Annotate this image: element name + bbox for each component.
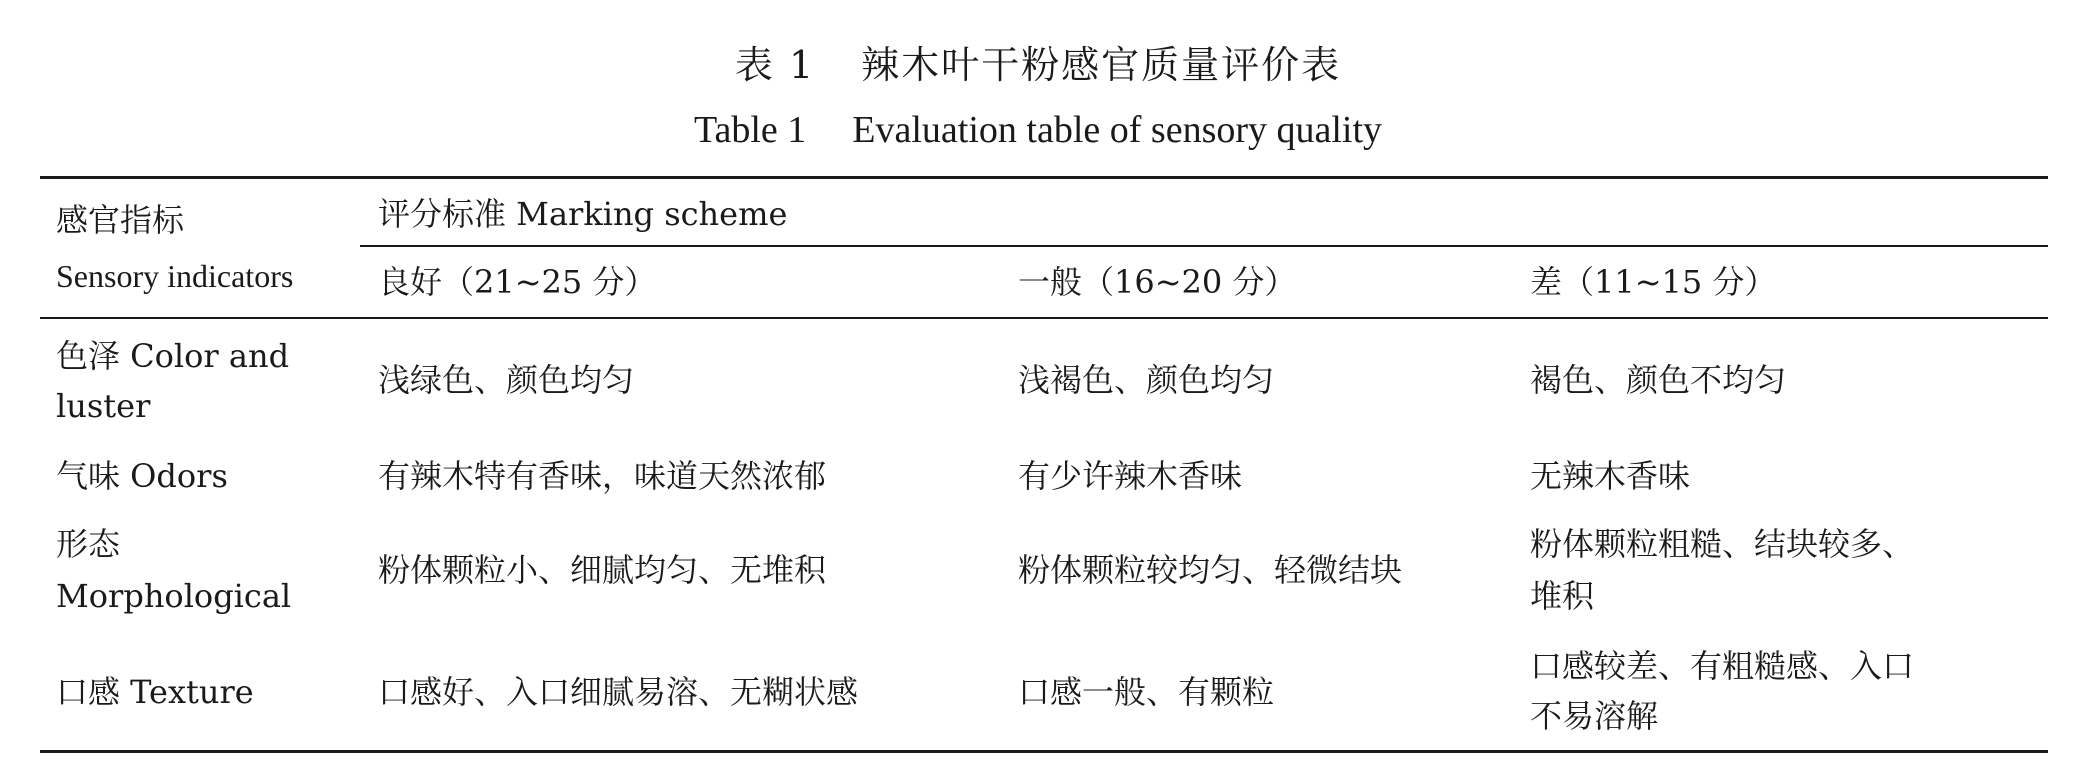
- table-title-en: Evaluation table of sensory quality: [852, 109, 1383, 151]
- row-morph-poor-line1: 粉体颗粒粗糙、结块较多、: [1530, 525, 1915, 563]
- row-color-good: 浅绿色、颜色均匀: [378, 361, 635, 399]
- row-color-poor: 褐色、颜色不均匀: [1530, 361, 1787, 399]
- row-texture-poor-line1: 口感较差、有粗糙感、入口: [1530, 647, 1915, 685]
- header-indicator-zh: 感官指标: [56, 201, 185, 239]
- row-morph-indicator-line2: Morphological: [56, 577, 292, 615]
- row-odor-indicator: 气味 Odors: [56, 457, 228, 495]
- header-bottom-rule: [40, 317, 2048, 319]
- row-color-indicator-line1: 色泽 Color and: [56, 337, 290, 375]
- table-top-rule: [40, 176, 2048, 179]
- row-odor-fair: 有少许辣木香味: [1018, 457, 1243, 495]
- header-indicator-en: [56, 252, 293, 300]
- row-color-fair: 浅褐色、颜色均匀: [1018, 361, 1275, 399]
- row-texture-good: 口感好、入口细腻易溶、无糊状感: [378, 673, 859, 711]
- header-marking-scheme: 评分标准 Marking scheme: [378, 195, 788, 233]
- row-color-indicator-line2: luster: [56, 387, 151, 425]
- table-title-zh: 辣木叶干粉感官质量评价表: [861, 43, 1342, 87]
- table-number-en: Table 1: [693, 109, 807, 151]
- table-caption-en: [0, 108, 2076, 152]
- header-grade-poor: 差（11~15 分）: [1530, 263, 1777, 301]
- row-odor-good: 有辣木特有香味，味道天然浓郁: [378, 457, 827, 495]
- row-morph-poor-line2: 堆积: [1530, 577, 1595, 615]
- row-texture-fair: 口感一般、有颗粒: [1018, 673, 1275, 711]
- row-texture-indicator: 口感 Texture: [56, 673, 254, 711]
- row-texture-poor-line2: 不易溶解: [1530, 697, 1659, 735]
- row-morph-indicator-line1: 形态: [56, 525, 121, 563]
- row-morph-good: 粉体颗粒小、细腻均匀、无堆积: [378, 551, 827, 589]
- header-sub-rule: [360, 245, 2048, 247]
- table-number-zh: 表 1: [734, 43, 816, 87]
- row-odor-poor: 无辣木香味: [1530, 457, 1691, 495]
- row-morph-fair: 粉体颗粒较均匀、轻微结块: [1018, 551, 1403, 589]
- header-grade-fair: 一般（16~20 分）: [1018, 263, 1297, 301]
- table-bottom-rule: [40, 750, 2048, 753]
- header-grade-good: 良好（21~25 分）: [378, 263, 657, 301]
- header-indicator-en-text: Sensory indicators: [56, 258, 294, 294]
- table-caption-zh: [0, 34, 2076, 89]
